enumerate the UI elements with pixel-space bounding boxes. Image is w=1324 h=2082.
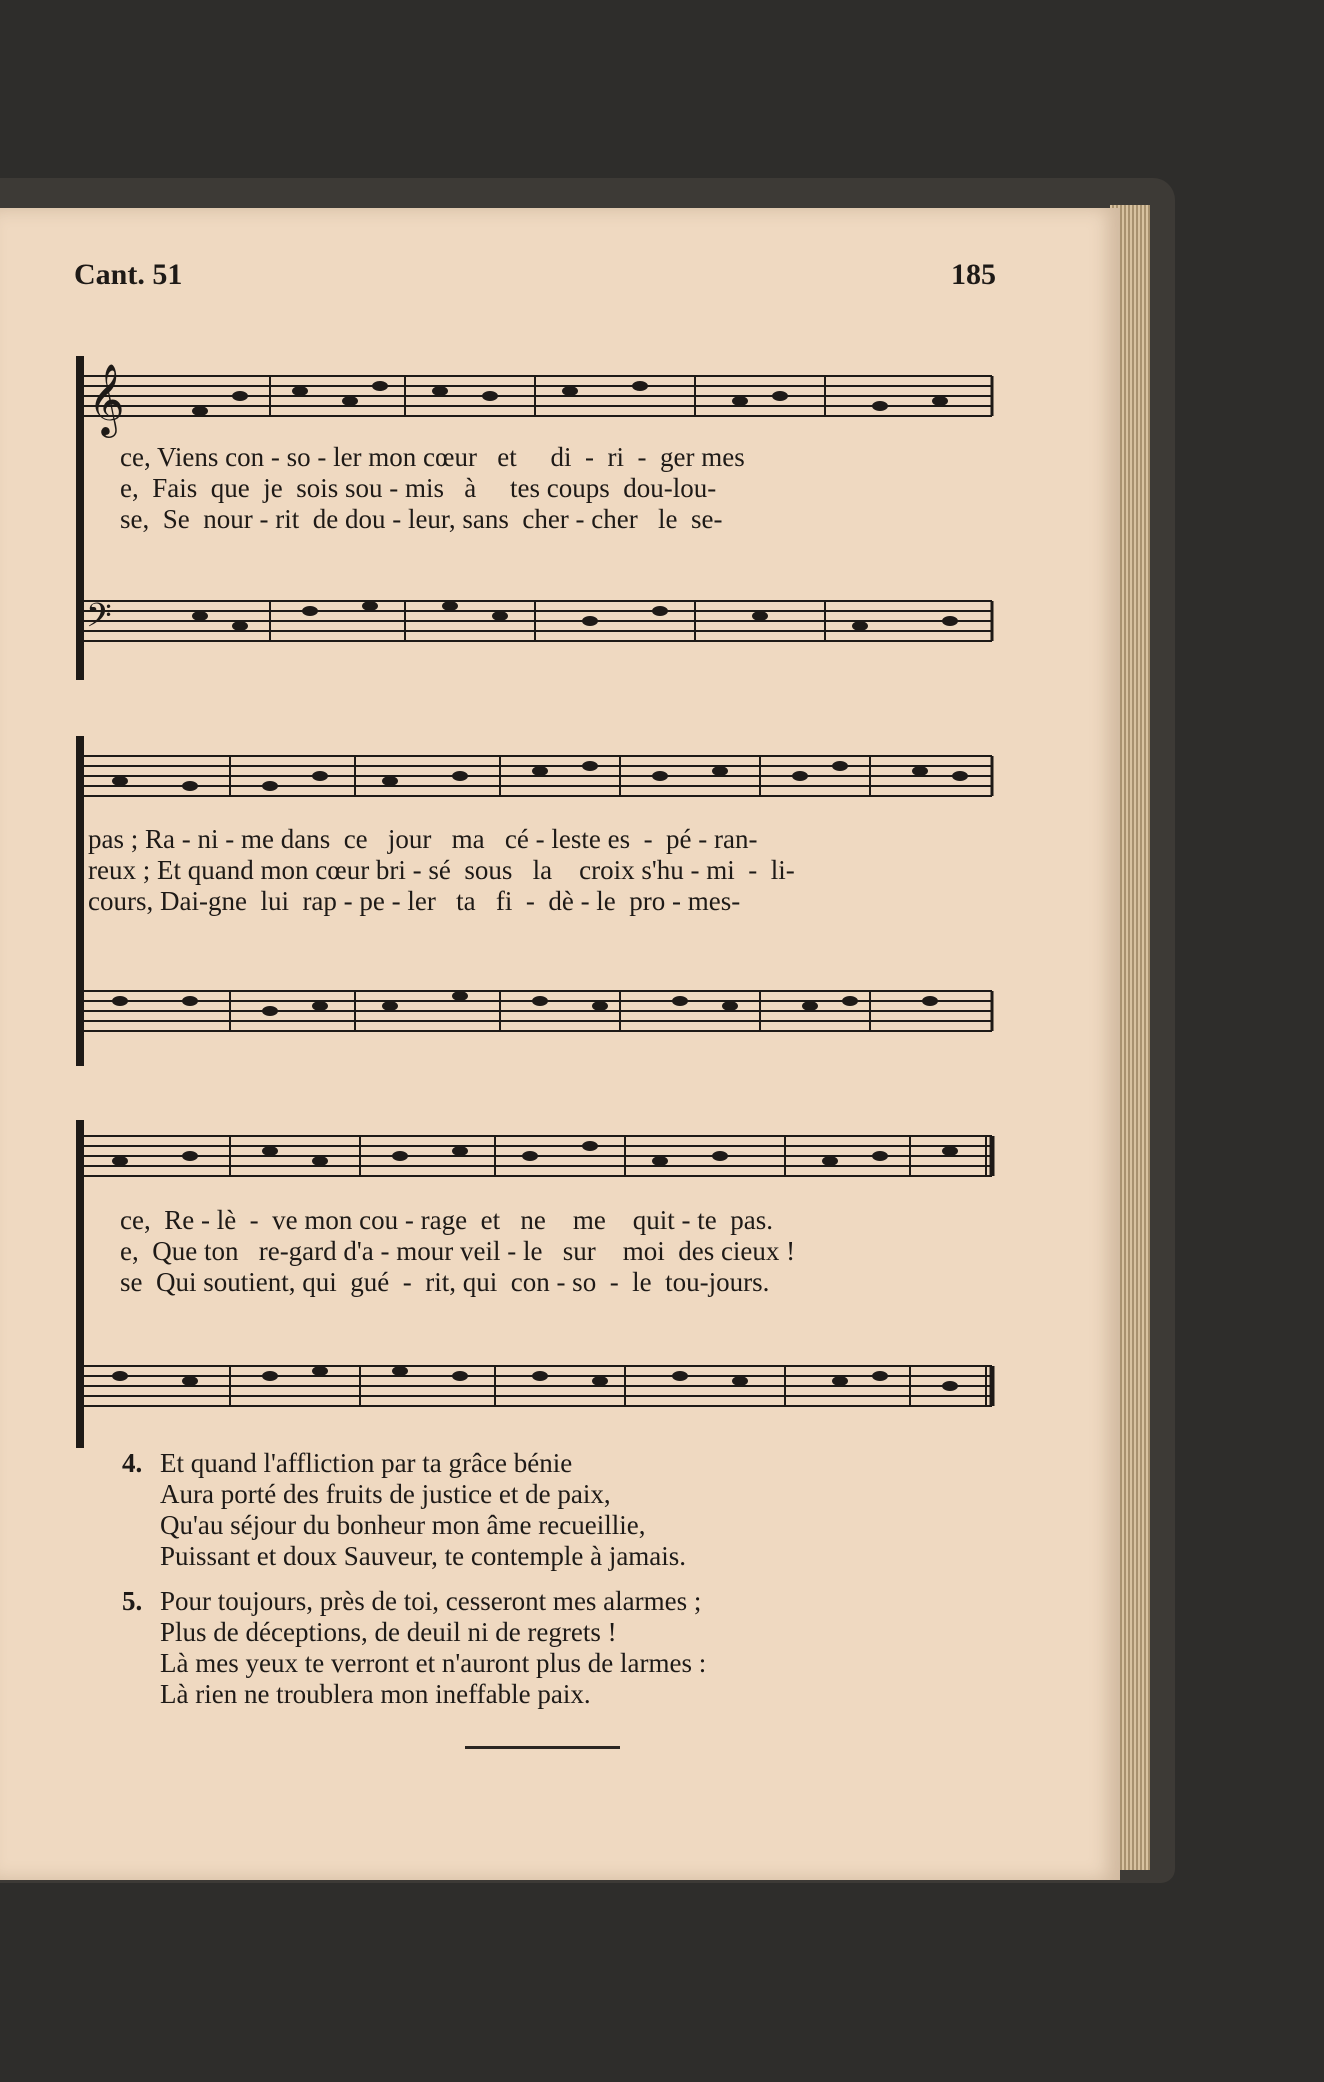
music-system-1 (80, 328, 1000, 693)
verse-line: Qu'au séjour du bonheur mon âme recueillie, (160, 1510, 646, 1540)
lyric-line: se, Se nour - rit de dou - leur, sans cher - cher le se- (120, 504, 723, 534)
lyrics-block-2 (88, 824, 988, 917)
hymn-number: Cant. 51 (74, 258, 183, 291)
page-header (74, 258, 996, 298)
verse-5 (122, 1586, 980, 1710)
lyric-line: e, Fais que je sois sou - mis à tes coups dou-lou- (120, 473, 717, 503)
verse-4 (122, 1448, 980, 1572)
lyric-line: pas ; Ra - ni - me dans ce jour ma cé - leste es - pé - ran- (88, 824, 758, 854)
lyric-line: reux ; Et quand mon cœur bri - sé sous la croix s'hu - mi - li- (88, 855, 795, 885)
verse-line: Pour toujours, près de toi, cesseront mes alarmes ; (160, 1586, 702, 1616)
verse-line: Là rien ne troublera mon ineffable paix. (160, 1679, 591, 1709)
verse-number: 4. (122, 1448, 143, 1478)
treble-staff (80, 728, 1000, 828)
verse-line: Plus de déceptions, de deuil ni de regrets ! (160, 1617, 617, 1647)
lyric-line: ce, Viens con - so - ler mon cœur et di - ri - ger mes (120, 442, 745, 472)
bass-staff (80, 1338, 1000, 1448)
treble-staff (80, 1108, 1000, 1218)
lyric-line: e, Que ton re-gard d'a - mour veil - le sur moi des cieux ! (120, 1236, 796, 1266)
lyrics-block-3 (120, 1205, 1020, 1298)
svg-text:𝄢: 𝄢 (86, 597, 112, 642)
lyrics-block-1 (120, 442, 1020, 535)
lyric-line: ce, Re - lè - ve mon cou - rage et ne me quit - te pas. (120, 1205, 774, 1235)
book-page (0, 208, 1120, 1880)
end-rule (465, 1746, 620, 1749)
music-system-2 (80, 708, 1000, 1088)
svg-text:𝄞: 𝄞 (88, 366, 125, 434)
lyric-line: cours, Dai-gne lui rap - pe - ler ta fi - dè - le pro - mes- (88, 886, 741, 916)
verse-line: Et quand l'affliction par ta grâce bénie (160, 1448, 573, 1478)
verses (122, 1448, 980, 1724)
verse-line: Puissant et doux Sauveur, te contemple à jamais. (160, 1541, 687, 1571)
music-system-3 (80, 1068, 1000, 1448)
treble-staff (80, 348, 1000, 448)
bass-staff (80, 963, 1000, 1063)
bass-staff (80, 573, 1000, 673)
verse-number: 5. (122, 1586, 143, 1616)
page-number: 185 (951, 258, 996, 291)
verse-line: Aura porté des fruits de justice et de paix, (160, 1479, 611, 1509)
verse-line: Là mes yeux te verront et n'auront plus de larmes : (160, 1648, 707, 1678)
lyric-line: se Qui soutient, qui gué - rit, qui con - so - le tou-jours. (120, 1267, 770, 1297)
